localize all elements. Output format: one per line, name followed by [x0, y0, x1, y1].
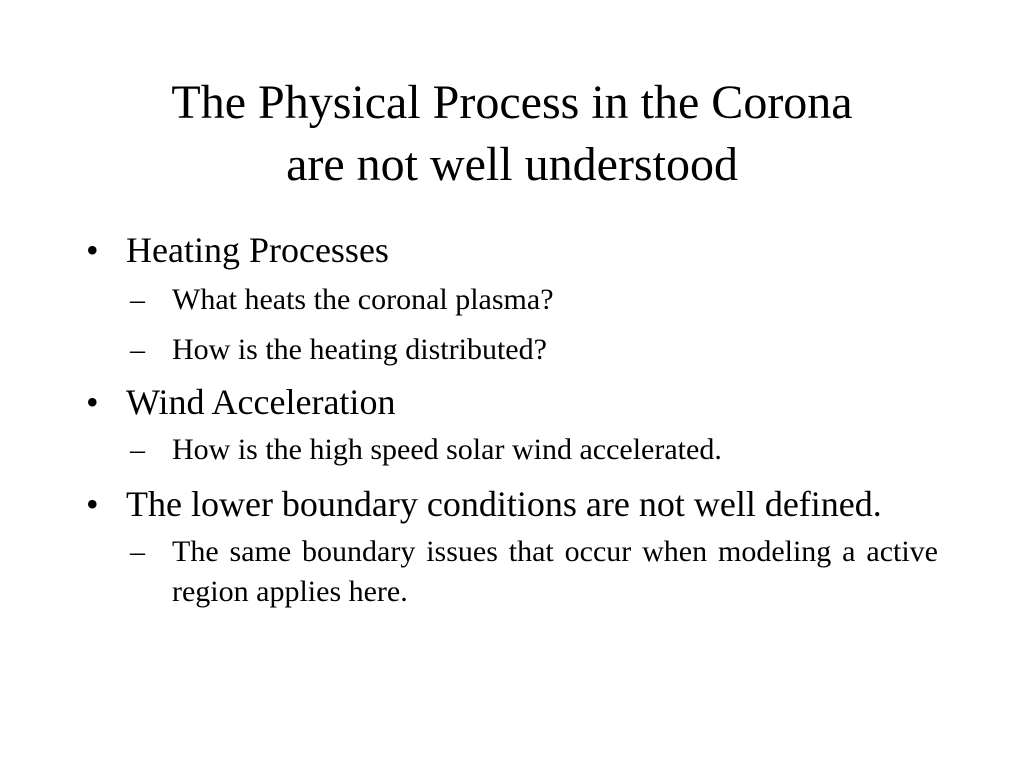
- bullet-text: The lower boundary conditions are not well defined.: [126, 484, 882, 524]
- sub-bullet-item: [80, 430, 938, 470]
- bullet-item-wind-acceleration: [80, 380, 938, 424]
- bullet-text: Wind Acceleration: [126, 382, 396, 422]
- bullet-item-heating-processes: [80, 228, 938, 272]
- sub-bullet-text: How is the high speed solar wind accelerated.: [172, 433, 722, 466]
- sub-bullet-text: The same boundary issues that occur when modeling a active region applies here.: [172, 535, 938, 608]
- dash-icon: –: [130, 333, 145, 366]
- bullet-text: Heating Processes: [126, 230, 389, 270]
- slide-body: [80, 228, 938, 612]
- sub-bullet-item: [80, 280, 938, 320]
- sub-bullet-item: [80, 532, 938, 612]
- dash-icon: –: [130, 535, 145, 568]
- slide-title-line-1: The Physical Process in the Corona: [171, 76, 853, 129]
- bullet-icon: •: [86, 382, 99, 422]
- slide-title-line-2: are not well understood: [286, 138, 738, 191]
- sub-bullet-text: How is the heating distributed?: [172, 333, 547, 366]
- bullet-icon: •: [86, 230, 99, 270]
- bullet-icon: •: [86, 484, 99, 524]
- bullet-item-lower-boundary: [80, 482, 938, 526]
- slide-title: [60, 72, 964, 196]
- dash-icon: –: [130, 283, 145, 316]
- sub-bullet-item: [80, 330, 938, 370]
- dash-icon: –: [130, 433, 145, 466]
- sub-bullet-text: What heats the coronal plasma?: [172, 283, 554, 316]
